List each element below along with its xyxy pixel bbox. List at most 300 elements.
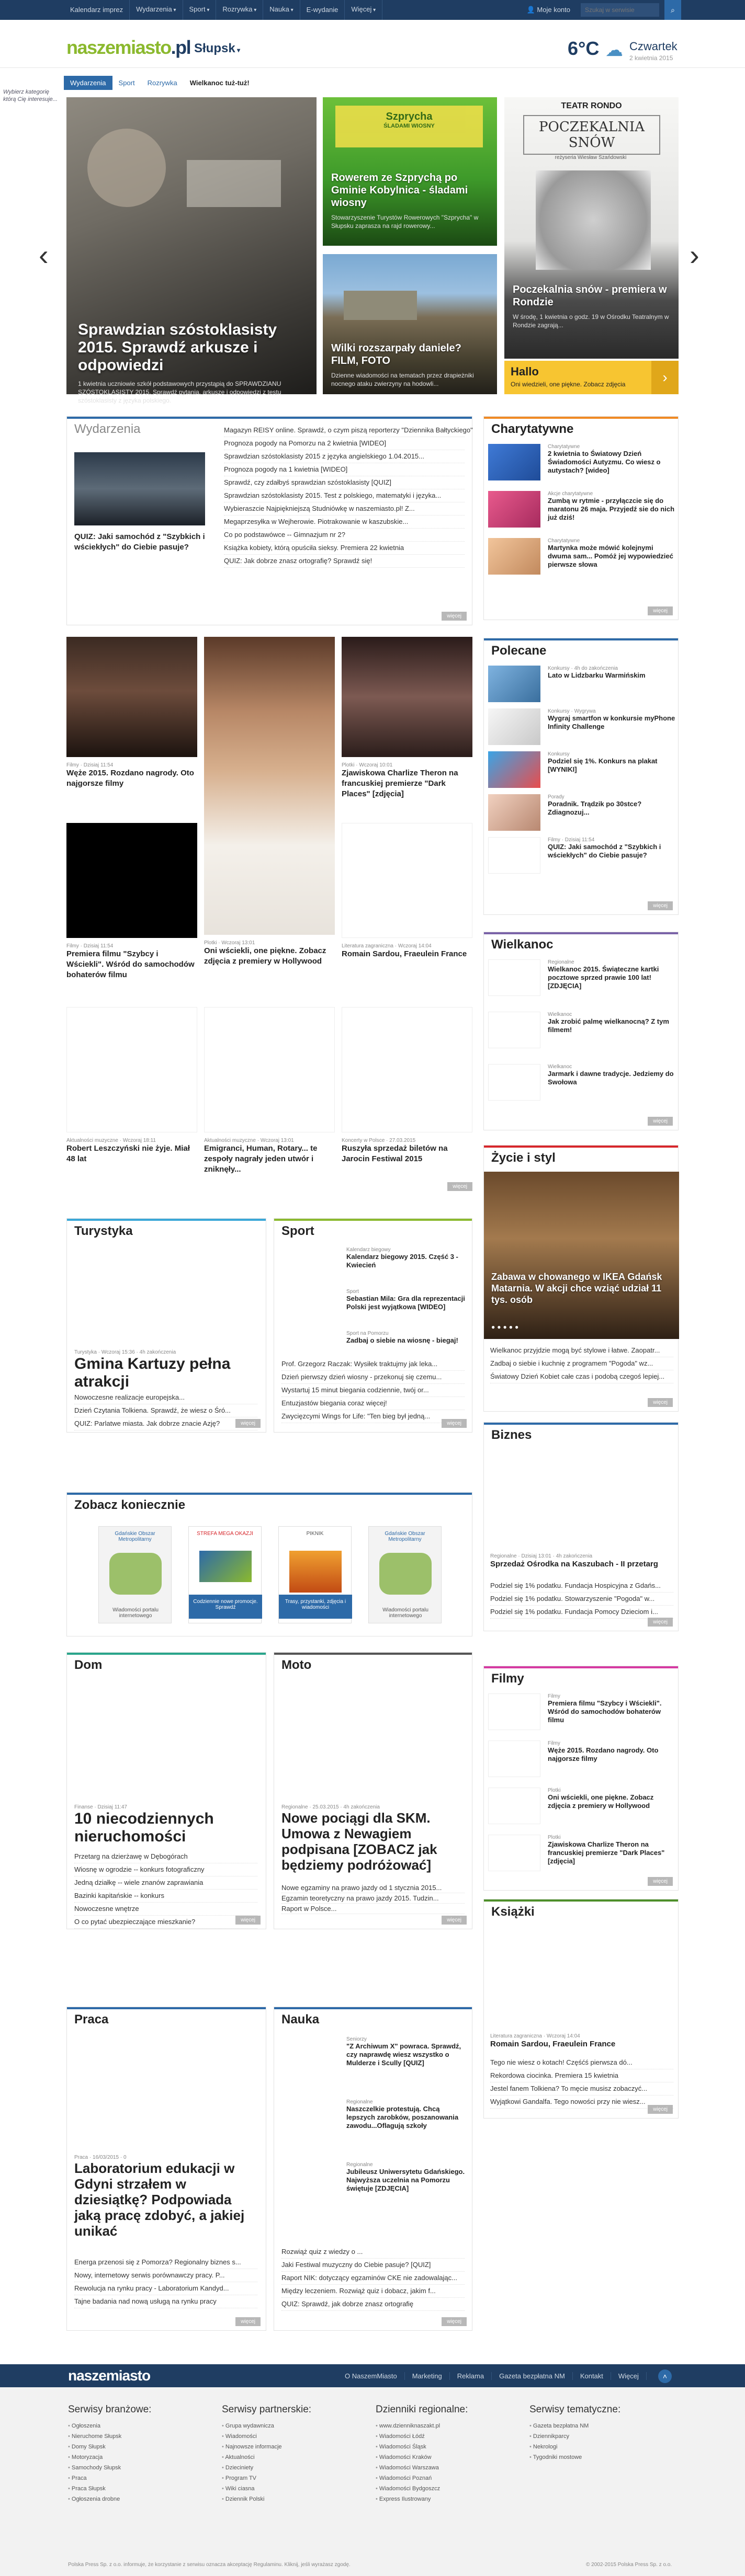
hero-main-desc: 1 kwietnia uczniowie szkół podstawowych przystąpią do SPRAWDZIANU SZÓSTOKLASISTY 2015. Sprawdź pytania, arkusze i odpowiedzi z testu szóstoklasisty z języka polskiego. (78, 380, 281, 404)
poster-credits: reżyseria Wiesław Szańdowski (555, 155, 627, 161)
item-title[interactable]: Jubileusz Uniwersytetu Gdańskiego. Najwyższa uczelnia na Pomorzu świętuje [ZDJĘCIA] (346, 2168, 465, 2192)
item-title[interactable]: Kalendarz biegowy 2015. Część 3 - Kwiecień (346, 1253, 458, 1269)
item-title[interactable]: Robert Leszczyński nie żyje. Miał 48 lat (66, 1144, 190, 1163)
hero-ad-hallo[interactable] (504, 361, 679, 394)
slider-next-arrow[interactable]: › (690, 238, 699, 271)
list-item[interactable]: Dzień pierwszy dzień wiosny - przekonuj się czemu... (281, 1371, 465, 1384)
wielkanoc-item[interactable] (488, 959, 676, 1006)
footer-link[interactable]: Reklama (450, 2372, 492, 2380)
footer-link[interactable]: • Wiadomości Bydgoszcz (376, 2483, 506, 2494)
item-title[interactable]: Lato w Lidzbarku Warmińskim (548, 671, 646, 679)
footer-bar (0, 2364, 745, 2387)
sport-item[interactable] (278, 1289, 467, 1325)
section-bar (484, 1146, 678, 1148)
list-item[interactable]: Zadbaj o siebie i kuchnię z programem "Pogoda" wz... (490, 1357, 673, 1370)
item-title[interactable]: QUIZ: Jaki samochód z "Szybkich i wściekłych" do Ciebie pasuje? (548, 843, 661, 859)
item-title[interactable]: Jarmark i dawne tradycje. Jedziemy do Swołowa (548, 1070, 674, 1086)
list-item[interactable]: Wybieraszcie Najpiękniejszą Studniówkę w naszemiasto.pl! Z... (224, 502, 465, 516)
item-title[interactable]: Ruszyła sprzedaż biletów na Jarocin Festiwal 2015 (342, 1144, 448, 1163)
list-item[interactable]: Jaki Festiwal muzyczny do Ciebie pasuje? [QUIZ] (281, 2259, 465, 2272)
item-title[interactable]: Wielkanoc 2015. Świąteczne kartki pocztowe sprzed prawie 100 lat! [ZDJĘCIA] (548, 965, 659, 990)
list-item[interactable]: Podziel się 1% podatku. Stowarzyszenie "Pogoda" w... (490, 1593, 673, 1606)
more-button[interactable]: więcej (648, 606, 673, 615)
hallo-title: Hallo (511, 365, 539, 378)
nauka-item[interactable] (278, 2099, 467, 2157)
top-navbar (0, 0, 745, 20)
section-bar (67, 1653, 266, 1655)
footer-link[interactable]: • Wiadomości (222, 2431, 353, 2442)
slider-prev-arrow[interactable]: ‹ (39, 238, 49, 271)
hero-card-1-title[interactable]: Rowerem ze Szprychą po Gminie Kobylnica - śladami wiosny (331, 172, 468, 209)
item-title[interactable]: Jak zrobić palmę wielkanocną? Z tym filmem! (548, 1017, 669, 1034)
list-item[interactable]: Dzień Czytania Tolkiena. Sprawdź, że wiesz o Śró... (74, 1404, 257, 1417)
footer-link[interactable]: • Motoryzacja (68, 2452, 199, 2463)
list-item[interactable]: Jestel fanem Tolkiena? To męcie musisz zobaczyć... (490, 2082, 673, 2096)
thumbnail (278, 2036, 331, 2073)
map-thumb (109, 1553, 162, 1595)
list-item[interactable]: Tego nie wiesz o kotach! Częśćś pierwsza dó... (490, 2056, 673, 2069)
item-meta: Charytatywne (548, 538, 580, 544)
section-sport (274, 1218, 472, 1433)
item-meta: Sport (346, 1289, 359, 1295)
item-caption: Wiadomości portalu internetowego (112, 1607, 159, 1619)
more-button[interactable]: więcej (235, 2317, 261, 2326)
footer-link[interactable]: • Nieruchome Słupsk (68, 2431, 199, 2442)
item-meta: Filmy · Dzisiaj 11:54 (66, 762, 114, 768)
section-title: Wielkanoc (491, 937, 554, 952)
section-title: Praca (74, 2012, 109, 2027)
section-title: Zobacz koniecznie (74, 1498, 186, 1512)
gallery-image[interactable] (342, 637, 472, 757)
footer-link[interactable]: • Grupa wydawnicza (222, 2421, 353, 2431)
more-button[interactable]: więcej (442, 612, 467, 621)
thumbnail (488, 959, 540, 996)
poster-art (536, 170, 651, 270)
zobacz-item[interactable] (188, 1526, 262, 1623)
list-item[interactable]: Magazyn REISY online. Sprawdź, o czym piszą reporterzy "Dziennika Bałtyckiego" (224, 424, 465, 437)
gallery-image[interactable] (66, 823, 197, 938)
footer-link[interactable]: • Wiadomości Kraków (376, 2452, 506, 2463)
footer-link[interactable]: • www.dzienniknaszakt.pl (376, 2421, 506, 2431)
more-button[interactable]: więcej (648, 1618, 673, 1627)
footer-link[interactable]: Marketing (405, 2372, 450, 2380)
footer-link[interactable]: • Program TV (222, 2473, 353, 2483)
section-dom (66, 1652, 266, 1929)
gallery-image[interactable] (66, 1007, 197, 1132)
list-item[interactable]: Między leczeniem. Rozwiąż quiz i dobacz, jakim f... (281, 2285, 465, 2298)
section-title: Życie i styl (491, 1151, 556, 1165)
section-moto (274, 1652, 472, 1929)
list-item[interactable]: Światowy Dzień Kobiet całe czas i podobą czegoś lepiej... (490, 1370, 673, 1383)
footer-link[interactable]: • Dziennik Polski (222, 2494, 353, 2504)
list-item[interactable]: QUIZ: Jak dobrze znasz ortografię? Sprawdź się! (224, 555, 465, 568)
item-title[interactable]: Romain Sardou, Fraeulein France (342, 949, 467, 958)
item-title[interactable]: Węże 2015. Rozdano nagrody. Oto najgorsze filmy (548, 1746, 659, 1762)
footer-link[interactable]: • Tygodniki mostowe (529, 2452, 660, 2463)
footer-link[interactable]: Więcej (611, 2372, 647, 2380)
footer-link[interactable]: • Samochody Słupsk (68, 2463, 199, 2473)
list-item[interactable]: Raport NIK: dotyczący egzaminów CKE nie zadowalając... (281, 2272, 465, 2285)
more-button[interactable]: więcej (235, 1419, 261, 1428)
thumbnail (488, 751, 540, 788)
list-item[interactable]: QUIZ: Sprawdź, jak dobrze znasz ortografię (281, 2298, 465, 2311)
section-bar (484, 1899, 678, 1902)
item-meta: Filmy · Dzisiaj 11:54 (548, 837, 595, 843)
list-item[interactable]: Przetarg na dzierżawę w Dębogórach (74, 1850, 257, 1863)
slider-dots[interactable]: ●●●●● (491, 1323, 521, 1331)
account-label: Moje konto (537, 6, 570, 14)
section-title: Filmy (491, 1671, 524, 1686)
gallery-image[interactable] (342, 823, 472, 938)
footer-link[interactable]: • Najnowsze informacje (222, 2442, 353, 2452)
item-meta: Konkursy · 4h do zakończenia (548, 666, 618, 671)
footer-link[interactable]: • Dzieciniety (222, 2463, 353, 2473)
list-item[interactable]: Co po podstawówce -- Gimnazjum nr 2? (224, 529, 465, 542)
thumbnail (488, 794, 540, 831)
footer-link[interactable]: Kontakt (573, 2372, 611, 2380)
footer-col-title: Serwisy partnerskie: (222, 2404, 312, 2415)
footer-link[interactable]: • Wiadomości Poznań (376, 2473, 506, 2483)
polecane-item[interactable] (488, 794, 676, 831)
more-button[interactable]: więcej (447, 1182, 472, 1191)
footer-link[interactable]: • Ogłoszenia drobne (68, 2494, 199, 2504)
nauka-item[interactable] (278, 2036, 467, 2094)
category-tabs (64, 74, 256, 91)
item-title[interactable]: Naszczelkie protestują. Chcą lepszych zarobków, poszanowania zawodu...Oflagują szkoły (346, 2105, 459, 2130)
hero-card-3-title[interactable]: Poczekalnia snów - premiera w Rondzie (513, 284, 667, 308)
section-bar (67, 1493, 472, 1495)
list-item[interactable]: Tajne badania nad nową usługą na rynku pracy (74, 2295, 257, 2308)
section-zobacz (66, 1492, 472, 1636)
biznes-list (490, 1579, 673, 1619)
footer-logo[interactable]: naszemiasto (68, 2367, 151, 2384)
list-item[interactable]: Prognoza pogody na Pomorzu na 2 kwietnia [WIDEO] (224, 437, 465, 450)
list-item[interactable]: Rekordowa ciocinka. Premiera 15 kwietnia (490, 2069, 673, 2082)
list-item[interactable]: Entuzjastów biegania coraz więcej! (281, 1397, 465, 1410)
item-meta: Plotki · Wczoraj 13:01 (204, 940, 255, 946)
footer-link[interactable]: • Praca (68, 2473, 199, 2483)
thumbnail (488, 1064, 540, 1101)
section-title: Dom (74, 1658, 103, 1672)
list-item[interactable]: QUIZ: Parlatwe miasta. Jak dobrze znacie Azję? (74, 1417, 257, 1430)
zobacz-item[interactable] (98, 1526, 172, 1623)
footer (0, 2364, 745, 2576)
poster-title: POCZEKALNIA SNÓW (523, 115, 660, 155)
charyt-item-1[interactable] (488, 444, 676, 480)
more-button[interactable]: więcej (648, 2105, 673, 2114)
hero-main-title[interactable]: Sprawdzian szóstoklasisty 2015. Sprawdź arkusze i odpowiedzi (78, 321, 277, 374)
more-button[interactable]: więcej (442, 2317, 467, 2326)
list-item[interactable]: Wielkanoc przyjdzie mogą być stylowe i łatwe. Zaopatr... (490, 1344, 673, 1357)
item-title[interactable]: 10 niecodziennych nieruchomości (74, 1810, 214, 1845)
polecane-item[interactable] (488, 751, 676, 788)
footer-link[interactable]: • Ogłoszenia (68, 2421, 199, 2431)
item-title[interactable]: Wygraj smartfon w konkursie myPhone Infinity Challenge (548, 714, 675, 730)
charyt-item-3[interactable] (488, 538, 676, 575)
footer-link[interactable]: • Dziennikparcy (529, 2431, 660, 2442)
item-title[interactable]: 2 kwietnia to Światowy Dzień Świadomości Autyzmu. Co wiesz o autystach? [wideo] (548, 450, 661, 474)
thumbnail (488, 1012, 540, 1048)
footer-link[interactable]: • Praca Słupsk (68, 2483, 199, 2494)
hero-main-desk (187, 160, 281, 207)
polecane-item[interactable] (488, 837, 676, 874)
chevron-up-icon: ˄ (662, 2372, 668, 2380)
gallery-image[interactable] (342, 1007, 472, 1132)
list-item[interactable]: Sprawdzian szóstoklasisty 2015. Test z polskiego, matematyki i języka... (224, 489, 465, 502)
item-meta: Charytatywne (548, 444, 580, 450)
biznes-image[interactable] (484, 1449, 678, 1548)
item-meta: Regionalne (346, 2099, 373, 2105)
item-meta: Aktualności muzyczne · Wczoraj 13:01 (204, 1138, 294, 1143)
section-title: Polecane (491, 644, 547, 658)
item-title[interactable]: Premiera filmu "Szybcy i Wściekli". Wśród do samochodów bohaterów filmu (548, 1699, 662, 1724)
topnav-kalendarz[interactable]: Kalendarz imprez (64, 0, 130, 20)
filmy-item[interactable] (488, 1788, 676, 1829)
item-label: STREFA MEGA OKAZJI (197, 1531, 253, 1537)
scroll-top-button[interactable] (658, 2369, 672, 2383)
section-title: Turystyka (74, 1224, 133, 1238)
charyt-item-2[interactable] (488, 491, 676, 528)
item-title[interactable]: Emigranci, Human, Rotary... te zespoły nagrały jeden utwór i zniknęły... (204, 1144, 318, 1174)
more-button[interactable]: więcej (648, 1117, 673, 1126)
more-button[interactable]: więcej (442, 1916, 467, 1925)
footer-link[interactable]: O NaszemMiasto (337, 2372, 405, 2380)
topnav-ewydanie[interactable]: E-wydanie (300, 0, 345, 20)
sport-item[interactable] (278, 1247, 467, 1284)
filmy-item[interactable] (488, 1693, 676, 1735)
footer-link[interactable]: • Nekrologi (529, 2442, 660, 2452)
list-item[interactable]: Sprawdź, czy zdałbyś sprawdzian szóstoklasisty [QUIZ] (224, 476, 465, 489)
list-item[interactable]: Egzamin teoretyczny na prawo jazdy 2015. Tudzin... (281, 1893, 465, 1904)
event-thumb (289, 1551, 342, 1593)
thumbnail (488, 538, 540, 575)
topnav-wydarzenia[interactable]: Wydarzenia ▾ (130, 0, 183, 20)
list-item[interactable]: Wyjątkowi Gandalfa. Tego nowości przy nie wiesz... (490, 2096, 673, 2109)
item-title[interactable]: Gmina Kartuzy pełna atrakcji (74, 1355, 231, 1390)
wydarzenia-feature-image[interactable] (74, 452, 205, 525)
map-thumb (379, 1553, 432, 1595)
item-title[interactable]: Zumbą w rytmie - przyłączcie się do maratonu 26 maja. Przyjedź sie do nich już dziś! (548, 497, 675, 521)
praca-image[interactable] (67, 2034, 266, 2163)
item-title[interactable]: Romain Sardou, Fraeulein France (490, 2040, 616, 2048)
footer-col-title: Serwisy branżowe: (68, 2404, 152, 2415)
item-title[interactable]: Oni wściekli, one piękne. Zobacz zdjęcia z premiery w Hollywood (548, 1793, 654, 1810)
filmy-item[interactable] (488, 1741, 676, 1782)
list-item[interactable]: Prognoza pogody na 1 kwietnia [WIDEO] (224, 463, 465, 476)
item-meta: Literatura zagraniczna · Wczoraj 14:04 (490, 2033, 580, 2039)
list-item[interactable]: O co pytać ubezpieczające mieszkanie? (74, 1916, 257, 1929)
item-meta: Koncerty w Polsce · 27.03.2015 (342, 1138, 416, 1143)
item-title[interactable]: Sprzedaż Ośrodka na Kaszubach - II przetarg (490, 1560, 658, 1569)
item-meta: Filmy (548, 1693, 560, 1699)
logo-suffix: .pl (171, 37, 191, 58)
list-item[interactable]: Nowy, internetowy serwis porównawczy pracy. P... (74, 2269, 257, 2282)
hero-card-2[interactable] (323, 254, 497, 394)
footer-link[interactable]: Gazeta bezpłatna NM (492, 2372, 573, 2380)
item-meta: Regionalne (548, 959, 574, 965)
footer-link[interactable]: • Aktualności (222, 2452, 353, 2463)
topnav-wiecej[interactable]: Więcej ▾ (345, 0, 382, 20)
item-title[interactable]: Premiera filmu "Szybcy i Wściekli". Wśród do samochodów bohaterów filmu (66, 949, 195, 979)
gallery-image[interactable] (66, 637, 197, 757)
item-title[interactable]: "Z Archiwum X" powraca. Sprawdź, czy naprawdę wiesz wszystko o Mulderze i Scully [QUIZ] (346, 2042, 461, 2067)
more-button[interactable]: więcej (235, 1916, 261, 1925)
tab-sport[interactable]: Sport (118, 78, 135, 87)
item-title[interactable]: Podziel się 1%. Konkurs na plakat [WYNIKI] (548, 757, 658, 773)
section-polecane (483, 638, 679, 915)
thumbnail (488, 491, 540, 528)
zobacz-item[interactable] (368, 1526, 442, 1623)
section-bar (484, 417, 678, 419)
more-button[interactable]: więcej (442, 1419, 467, 1428)
more-button[interactable]: więcej (648, 1877, 673, 1886)
thumbnail (488, 444, 540, 480)
item-meta: Seniorzy (346, 2036, 367, 2042)
item-title[interactable]: Martynka może mówić kolejnymi dwuma sam... Pomóż jej wypowiedzieć pierwsze słowa (548, 544, 673, 568)
topnav-sport[interactable]: Sport ▾ (183, 0, 217, 20)
list-item[interactable]: Prof. Grzegorz Raczak: Wysiłek traktujmy jak leka... (281, 1358, 465, 1371)
hero-card-2-title[interactable]: Wilki rozszarpały daniele? FILM, FOTO (331, 342, 461, 367)
tab-wydarzenia[interactable]: Wydarzenia (64, 76, 112, 90)
more-button[interactable]: więcej (648, 1398, 673, 1407)
list-item[interactable]: Zwycięzcymi Wings for Life: "Ten bieg był jedną... (281, 1410, 465, 1423)
weather-day: Czwartek (629, 40, 678, 53)
list-item[interactable]: Podziel się 1% podatku. Fundacja Hospicyjna z Gdańs... (490, 1579, 673, 1593)
footer-link[interactable]: • Wiadomości Warszawa (376, 2463, 506, 2473)
filmy-item[interactable] (488, 1835, 676, 1876)
item-title[interactable]: Poradnik. Trądzik po 30stce? Zdiagnozuj... (548, 800, 642, 816)
section-bar (484, 932, 678, 934)
list-item[interactable]: Nowoczesne wnętrze (74, 1903, 257, 1916)
item-title[interactable]: Zadbaj o siebie na wiosnę - biegaj! (346, 1336, 458, 1344)
polecane-item[interactable] (488, 708, 676, 745)
section-title: Sport (281, 1224, 314, 1238)
moto-image[interactable] (274, 1680, 472, 1800)
item-meta: Filmy · Dzisiaj 11:54 (66, 943, 114, 949)
gallery-image[interactable] (204, 1007, 335, 1132)
list-item[interactable]: Energa przenosi się z Pomorza? Regionalny biznes s... (74, 2256, 257, 2269)
item-label: Gdańskie Obszar Metropolitarny (385, 1531, 425, 1542)
wielkanoc-item[interactable] (488, 1064, 676, 1111)
section-title: Charytatywne (491, 422, 574, 436)
item-meta: Regionalne · Dzisiaj 13:01 · 4h zakończenia (490, 1553, 593, 1559)
sport-list (281, 1358, 465, 1423)
thumbnail (488, 837, 540, 874)
footer-link[interactable]: • Wiadomości Łódź (376, 2431, 506, 2442)
section-title: Biznes (491, 1428, 532, 1442)
search-button[interactable] (664, 0, 681, 20)
zycie-list (490, 1344, 673, 1383)
wielkanoc-item[interactable] (488, 1012, 676, 1059)
item-title[interactable]: Nowe pociągi dla SKM. Umowa z Newagiem podpisana [ZOBACZ jak będziemy podróżować] (281, 1810, 437, 1873)
item-label: Gdańskie Obszar Metropolitarny (115, 1531, 155, 1542)
item-meta: Finanse · Dzisiaj 11:47 (74, 1804, 127, 1810)
section-bar (484, 1666, 678, 1668)
item-meta: Konkursy (548, 751, 570, 757)
list-item[interactable]: Nowoczesne realizacje europejska... (74, 1391, 257, 1404)
tab-wielkanoc[interactable]: Wielkanoc tuż-tuż! (189, 78, 250, 87)
category-hint: Wybierz kategorię którą Cię interesuje... (3, 89, 58, 102)
section-bar (67, 1219, 266, 1221)
account-link[interactable] (522, 6, 575, 14)
list-item[interactable]: Sprawdzian szóstoklasisty 2015 z języka angielskiego 1.04.2015... (224, 450, 465, 463)
thumbnail (278, 2162, 331, 2199)
wydarzenia-feature-title[interactable]: QUIZ: Jaki samochód z "Szybkich i wściekłych" do Ciebie pasuje? (74, 532, 205, 552)
section-title: Książki (491, 1905, 535, 1919)
item-meta: Praca · 16/03/2015 · 0 (74, 2155, 127, 2160)
topnav-rozrywka[interactable]: Rozrywka ▾ (216, 0, 263, 20)
hero-main[interactable] (66, 97, 317, 404)
list-item[interactable]: Raport w Polsce... (281, 1904, 465, 1914)
polecane-item[interactable] (488, 666, 676, 702)
footer-col (376, 2404, 506, 2504)
footer-col (222, 2404, 353, 2504)
hallo-text: Oni wiedzieli, one piękne. Zobacz zdjęcia (511, 381, 626, 388)
list-item[interactable]: Wiosnę w ogrodzie -- konkurs fotograficzny (74, 1863, 257, 1876)
footer-link[interactable]: • Wiadomości Śląsk (376, 2442, 506, 2452)
footer-link[interactable]: • Express Ilustrowany (376, 2494, 506, 2504)
thumbnail (488, 1741, 540, 1777)
list-item[interactable]: Rozwiąż quiz z wiedzy o ... (281, 2246, 465, 2259)
more-button[interactable]: więcej (648, 901, 673, 910)
praca-list (74, 2256, 257, 2308)
thumbnail (278, 1289, 331, 1325)
section-bar (67, 2007, 266, 2009)
item-title[interactable]: Zjawiskowa Charlize Theron na francuskiej premierze "Dark Places" [zdjęcia] (342, 769, 458, 798)
list-item[interactable]: Jedną działkę -- wiele znanów zaprawiania (74, 1876, 257, 1890)
list-item[interactable]: Bazinki kapitańskie -- konkurs (74, 1890, 257, 1903)
nauka-item[interactable] (278, 2162, 467, 2219)
search-input[interactable] (581, 3, 659, 17)
list-item[interactable]: Książka kobiety, którą opuściła sieksy. Premiera 22 kwietnia (224, 542, 465, 555)
hero-card-1-poster (335, 106, 483, 147)
hero-card-1[interactable] (323, 97, 497, 246)
footer-col (529, 2404, 660, 2463)
zobacz-item[interactable] (278, 1526, 352, 1623)
turystyka-image[interactable] (67, 1246, 266, 1345)
list-item[interactable]: Megaprzesyłka w Wejherowie. Piotrakowanie w kaszubskie... (224, 516, 465, 529)
item-title[interactable]: Oni wściekli, one piękne. Zobacz zdjęcia z premiery w Hollywood (204, 946, 326, 966)
zycie-caption[interactable]: Zabawa w chowanego w IKEA Gdańsk Matarnia. W akcji chce wziąć udział 11 tys. osób (491, 1272, 662, 1305)
gallery-image-tall[interactable] (204, 637, 335, 935)
item-title[interactable]: Zjawiskowa Charlize Theron na francuskiej premierze "Dark Places" [zdjęcia] (548, 1840, 665, 1865)
city-selector[interactable]: Słupsk ▾ (194, 41, 240, 56)
item-title[interactable]: Sebastian Mila: Gra dla reprezentacji Polski jest wyjątkowa [WIDEO] (346, 1295, 465, 1311)
ksiazki-image[interactable] (484, 1927, 678, 2026)
tab-rozrywka[interactable]: Rozrywka (147, 78, 177, 87)
list-item[interactable]: Rewolucja na rynku pracy - Laboratorium Kandyd... (74, 2282, 257, 2295)
footer-col-title: Serwisy tematyczne: (529, 2404, 621, 2415)
list-item[interactable]: Podziel się 1% podatku. Fundacja Pomocy Dzieciom i... (490, 1606, 673, 1619)
item-title[interactable]: Laboratorium edukacji w Gdyni strzałem w dziesiątkę? Podpowiada jaką pracę zdobyć, a jakiej unikać (74, 2160, 245, 2239)
item-title[interactable]: Węże 2015. Rozdano nagrody. Oto najgorsze filmy (66, 769, 194, 788)
list-item[interactable]: Wystartuj 15 minut biegania codziennie, twój or... (281, 1384, 465, 1397)
list-item[interactable]: Nowe egzaminy na prawo jazdy od 1 stycznia 2015... (281, 1883, 465, 1893)
footer-link[interactable]: • Gazeta bezpłatna NM (529, 2421, 660, 2431)
item-label: PIKNIK (306, 1531, 324, 1537)
footer-link[interactable]: • Domy Słupsk (68, 2442, 199, 2452)
hero-card-3[interactable] (504, 97, 679, 359)
dom-image[interactable] (67, 1680, 266, 1800)
section-bar (274, 1219, 472, 1221)
site-logo[interactable] (66, 37, 190, 59)
topnav-nauka[interactable]: Nauka ▾ (263, 0, 300, 20)
section-wydarzenia (66, 416, 472, 625)
footer-link[interactable]: • Wiki ciasna (222, 2483, 353, 2494)
section-bar (484, 638, 678, 640)
zycie-image[interactable] (484, 1172, 679, 1339)
hero-card-3-desc: W środę, 1 kwietnia o godz. 19 w Ośrodku Teatralnym w Rondzie zagrają... (513, 313, 669, 329)
